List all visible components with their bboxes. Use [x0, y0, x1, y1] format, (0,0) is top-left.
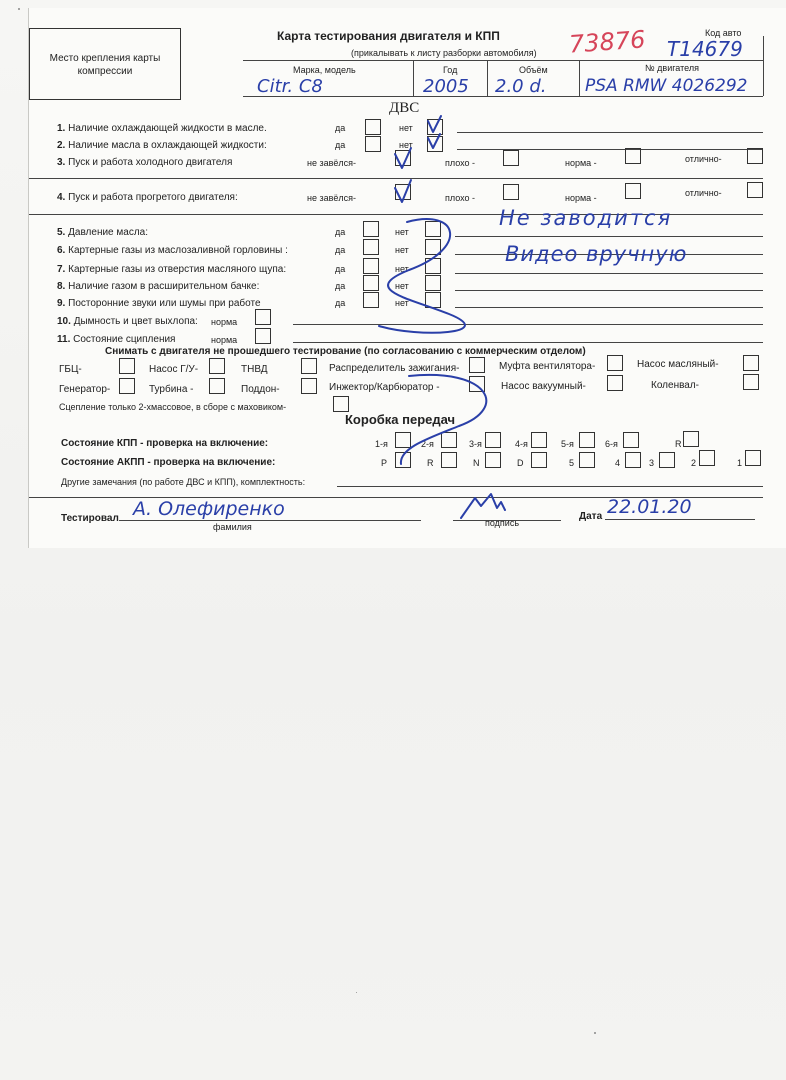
excellent-label: отлично-	[685, 188, 722, 198]
page-subtitle: (прикалывать к листу разборки автомобиля)	[351, 48, 537, 58]
part-label: ГБЦ-	[59, 364, 82, 375]
other-remarks-label: Другие замечания (по работе ДВС и КПП), комплектность:	[61, 477, 306, 487]
surname-caption: фамилия	[213, 522, 252, 532]
no-label: нет	[395, 281, 409, 291]
yes-label: да	[335, 227, 346, 237]
not-started-label: не завёлся-	[307, 158, 357, 168]
gear-label: 4-я	[515, 439, 528, 449]
date-value: 22.01.20	[607, 496, 692, 518]
norm-label: норма	[211, 335, 238, 345]
part-label: Распределитель зажигания-	[329, 363, 460, 374]
gear-label: N	[473, 458, 480, 468]
part-label: Насос вакуумный-	[501, 381, 586, 392]
check-mark-item4	[395, 180, 411, 202]
part-label: Турбина -	[149, 384, 194, 395]
col-model: Марка, модель	[293, 65, 356, 75]
code-label: Код авто	[705, 28, 742, 38]
part-label: Муфта вентилятора-	[499, 361, 596, 372]
no-label: нет	[395, 227, 409, 237]
gear-label: 5-я	[561, 439, 574, 449]
gear-label: 3	[649, 458, 655, 468]
ice-item-2: 2. Наличие масла в охлаждающей жидкости:	[57, 140, 267, 151]
handwritten-note-1: Не заводится	[499, 206, 673, 230]
bad-label: плохо -	[445, 158, 476, 168]
mount-label: Место крепления карты компрессии	[49, 53, 161, 77]
gear-label: 5	[569, 458, 575, 468]
signature-mark	[461, 494, 505, 518]
col-year: Год	[443, 65, 458, 75]
gear-label: 1	[737, 458, 743, 468]
gear-label: 2	[691, 458, 697, 468]
col-engine-no: № двигателя	[645, 63, 699, 73]
no-label: нет	[399, 140, 413, 150]
part-label: Инжектор/Карбюратор -	[329, 382, 440, 393]
bad-label: плохо -	[445, 193, 476, 203]
ice-item-5: 5. Давление масла:	[57, 227, 148, 238]
gear-label: R	[675, 439, 682, 449]
no-label: нет	[399, 123, 413, 133]
ice-item-4: 4. Пуск и работа прогретого двигателя:	[57, 192, 238, 203]
norm-label: норма	[211, 317, 238, 327]
part-label: Коленвал-	[651, 380, 700, 391]
ice-item-6: 6. Картерные газы из маслозаливной горловины :	[57, 245, 288, 256]
excellent-label: отлично-	[685, 154, 722, 164]
ice-item-9: 9. Посторонние звуки или шумы при работе	[57, 298, 261, 309]
card-number: 73876	[568, 25, 647, 59]
part-label: Поддон-	[241, 384, 280, 395]
handwritten-marks	[29, 8, 786, 548]
page-title: Карта тестирования двигателя и КПП	[277, 29, 500, 43]
strike-loop	[379, 219, 465, 333]
scan-speck	[594, 1032, 596, 1034]
tested-label: Тестировал	[61, 513, 119, 524]
auto-gearbox-label: Состояние АКПП - проверка на включение:	[61, 457, 276, 468]
scan-speck	[18, 8, 20, 10]
yes-label: да	[335, 298, 346, 308]
date-label: Дата	[579, 511, 603, 522]
ice-item-3: 3. Пуск и работа холодного двигателя	[57, 157, 233, 168]
gear-label: 1-я	[375, 439, 388, 449]
yes-label: да	[335, 281, 346, 291]
clutch-label: Сцепление только 2-хмассовое, в сборе с маховиком-	[59, 402, 287, 412]
gear-label: R	[427, 458, 434, 468]
year-value: 2005	[423, 76, 469, 97]
gearbox-loop	[401, 375, 486, 464]
manual-gearbox-label: Состояние КПП - проверка на включение:	[61, 438, 269, 449]
norm-label: норма -	[565, 193, 597, 203]
ice-heading: ДВС	[389, 100, 420, 116]
gear-label: 6-я	[605, 439, 618, 449]
ice-item-7: 7. Картерные газы из отверстия масляного щупа:	[57, 264, 287, 275]
no-label: нет	[395, 245, 409, 255]
not-started-label: не завёлся-	[307, 193, 357, 203]
check-mark-item2	[428, 134, 440, 148]
remove-heading: Снимать с двигателя не прошедшего тестирование (по согласованию с коммерческим отделом)	[105, 346, 586, 357]
signature-caption: подпись	[485, 518, 520, 528]
gear-label: P	[381, 458, 388, 468]
norm-label: норма -	[565, 158, 597, 168]
tester-name: А. Олефиренко	[133, 498, 285, 520]
ice-item-8: 8. Наличие газом в расширительном бачке:	[57, 281, 260, 292]
part-label: ТНВД	[241, 364, 268, 375]
volume-value: 2.0 d.	[495, 76, 547, 97]
gear-label: 4	[615, 458, 621, 468]
handwritten-note-2: Видео вручную	[505, 242, 688, 266]
model-value: Citr. C8	[257, 76, 323, 97]
engine-value: PSA RMW 4026292	[585, 76, 748, 96]
yes-label: да	[335, 245, 346, 255]
scan-speck	[356, 992, 357, 993]
gear-label: 3-я	[469, 439, 482, 449]
test-card-form	[28, 8, 786, 548]
no-label: нет	[395, 298, 409, 308]
yes-label: да	[335, 140, 346, 150]
check-mark-item3	[395, 148, 411, 168]
ice-item-1: 1. Наличие охлаждающей жидкости в масле.	[57, 123, 267, 134]
part-label: Насос масляный-	[637, 359, 719, 370]
yes-label: да	[335, 123, 346, 133]
gear-label: 2-я	[421, 439, 434, 449]
gear-label: D	[517, 458, 524, 468]
part-label: Генератор-	[59, 384, 111, 395]
col-volume: Объём	[519, 65, 548, 75]
part-label: Насос Г/У-	[149, 364, 199, 375]
no-label: нет	[395, 264, 409, 274]
code-value: T14679	[667, 37, 743, 61]
ice-item-11: 11. Состояние сципления	[57, 334, 176, 345]
check-mark-item1	[428, 116, 441, 132]
ice-item-10: 10. Дымность и цвет выхлопа:	[57, 316, 198, 327]
gearbox-heading: Коробка передач	[345, 412, 456, 427]
yes-label: да	[335, 264, 346, 274]
